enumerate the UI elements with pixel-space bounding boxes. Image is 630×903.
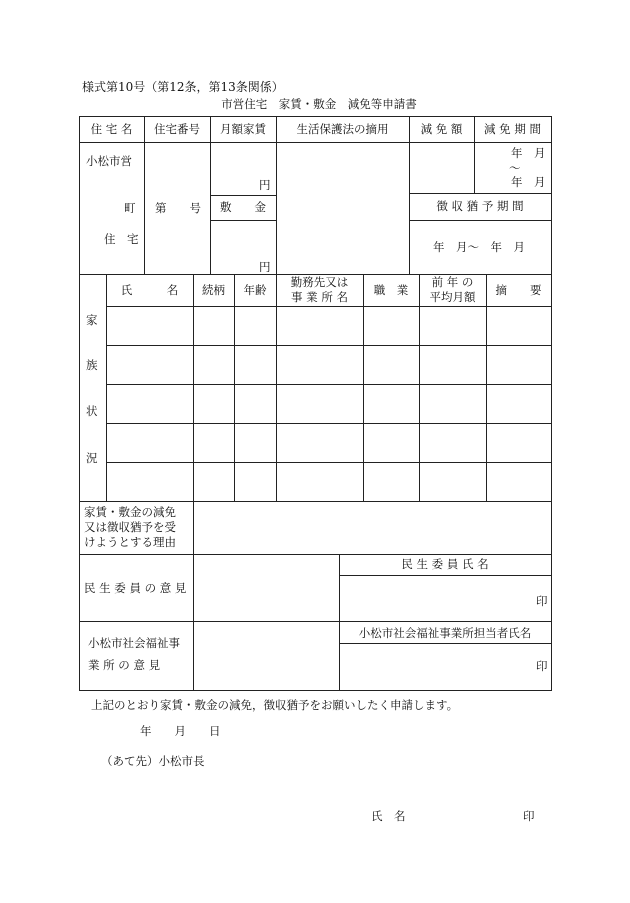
header-number: 住宅番号 (154, 122, 200, 136)
reason-line-2: 又は徴収猶予を受 (84, 520, 176, 534)
col-relation: 続柄 (202, 283, 225, 297)
minsei-label: 民 生 委 員 の 意 見 (84, 581, 187, 595)
minsei-name-label: 民 生 委 員 氏 名 (401, 557, 489, 571)
deferral-value: 年 月～ 年 月 (433, 240, 525, 254)
footer-seal: 印 (523, 809, 535, 823)
rent-yen: 円 (259, 178, 271, 192)
footer-date: 年 月 日 (140, 724, 221, 738)
period-tilde: ～ (509, 161, 521, 175)
family-side-2: 族 (86, 358, 98, 372)
minsei-seal: 印 (536, 594, 548, 608)
family-side-1: 家 (86, 313, 98, 327)
housing-jutaku: 住 宅 (104, 232, 139, 246)
housing-number-label: 第 号 (155, 201, 201, 215)
welfare-name-label: 小松市社会福祉事業所担当者氏名 (358, 626, 532, 640)
footer-addressee: （あて先）小松市長 (101, 754, 205, 768)
col-note: 摘 要 (495, 283, 542, 297)
footer-statement: 上記のとおり家賃・敷金の減免，徴収猶予をお願いしたく申請します。 (91, 698, 459, 712)
header-address: 住 宅 名 (90, 122, 133, 136)
reason-line-3: けようとする理由 (84, 535, 176, 549)
housing-town: 町 (124, 201, 136, 215)
col-workplace-2: 事 業 所 名 (291, 290, 348, 304)
col-job: 職 業 (373, 283, 409, 297)
period-start: 年 月 (511, 146, 546, 160)
period-end: 年 月 (511, 175, 546, 189)
family-side-3: 状 (86, 404, 98, 418)
header-period: 減 免 期 間 (484, 122, 541, 136)
col-income-2: 平均月額 (429, 290, 476, 304)
form-number: 様式第10号（第12条，第13条関係） (82, 80, 284, 94)
col-workplace-1: 勤務先又は (290, 275, 349, 289)
header-rent: 月額家賃 (220, 122, 266, 136)
welfare-label-2: 業 所 の 意 見 (88, 658, 161, 672)
family-side-4: 況 (86, 451, 98, 465)
footer-name-label: 氏 名 (371, 809, 406, 823)
col-age: 年齢 (243, 283, 267, 297)
deposit-label: 敷 金 (220, 200, 266, 214)
header-reduction: 減 免 額 (420, 122, 463, 136)
housing-city: 小松市営 (86, 154, 132, 168)
header-welfare: 生活保護法の摘用 (296, 122, 389, 136)
welfare-label-1: 小松市社会福祉事 (88, 636, 180, 650)
deposit-yen: 円 (259, 260, 271, 274)
reason-line-1: 家賃・敷金の減免 (84, 505, 176, 519)
col-income-1: 前 年 の (431, 275, 474, 289)
col-name: 氏 名 (120, 283, 179, 297)
welfare-seal: 印 (536, 659, 548, 673)
form-title: 市営住宅 家賃・敷金 減免等申請書 (221, 97, 417, 111)
deferral-label: 徴 収 猶 予 期 間 (436, 199, 524, 213)
